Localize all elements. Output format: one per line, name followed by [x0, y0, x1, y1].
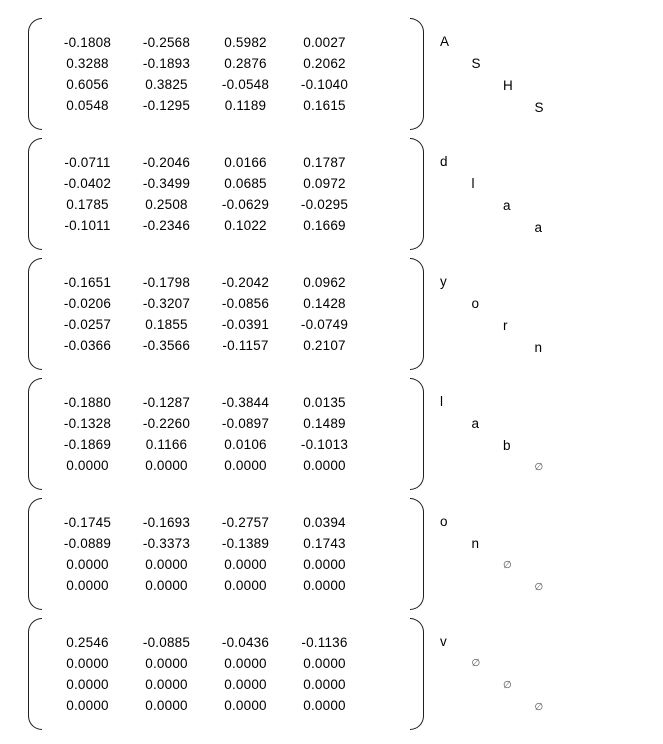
- left-paren-icon: [28, 138, 42, 250]
- matrix-cell: -0.0257: [63, 317, 112, 332]
- pad-symbol: ∅: [471, 658, 481, 669]
- matrix-block-list: [28, 18, 663, 730]
- pad-symbol: ∅: [503, 560, 512, 571]
- matrix-grid: [42, 498, 410, 610]
- token-letter: y: [440, 274, 447, 289]
- left-paren-icon: [28, 378, 42, 490]
- matrix-cell: 0.5982: [224, 35, 267, 50]
- matrix-block: [28, 138, 663, 250]
- matrix-cell: -0.0897: [221, 416, 270, 431]
- matrix-block: [28, 618, 663, 730]
- matrix-cell: 0.0027: [303, 35, 346, 50]
- matrix-cell: -0.1013: [300, 437, 349, 452]
- matrix-cell: 0.1022: [224, 218, 267, 233]
- matrix-grid: [42, 138, 410, 250]
- matrix-cell: 0.0000: [224, 458, 267, 473]
- matrix-cell: -0.1651: [63, 275, 112, 290]
- token-letter: l: [440, 394, 443, 409]
- token-letter: b: [503, 438, 511, 453]
- matrix-cell: -0.0548: [221, 77, 270, 92]
- left-paren-icon: [28, 498, 42, 610]
- right-paren-icon: [410, 138, 424, 250]
- matrix-cell: 0.0135: [303, 395, 346, 410]
- matrix-cell: -0.2260: [142, 416, 191, 431]
- matrix-cell: -0.3207: [142, 296, 191, 311]
- token-letter: a: [503, 198, 511, 213]
- matrix-cell: 0.2107: [303, 338, 346, 353]
- left-paren-icon: [28, 258, 42, 370]
- matrix-block: [28, 498, 663, 610]
- matrix-cell: 0.1189: [224, 98, 267, 113]
- token-letter: A: [440, 34, 450, 49]
- matrix-block: [28, 258, 663, 370]
- matrix-cell: -0.3499: [142, 176, 191, 191]
- matrix-cell: 0.2062: [303, 56, 346, 71]
- matrix-cell: -0.2568: [142, 35, 191, 50]
- matrix-cell: 0.0000: [145, 656, 188, 671]
- token-letter: l: [471, 176, 475, 191]
- token-letter-column: [440, 498, 620, 610]
- matrix-cell: 0.0166: [224, 155, 267, 170]
- matrix-cell: 0.1615: [303, 98, 346, 113]
- matrix-grid: [42, 378, 410, 490]
- matrix-cell: -0.1880: [63, 395, 112, 410]
- matrix-grid: [42, 258, 410, 370]
- pad-symbol: ∅: [534, 462, 544, 473]
- matrix-cell: 0.0000: [303, 656, 346, 671]
- matrix-cell: 0.2508: [145, 197, 188, 212]
- matrix-cell: 0.1785: [66, 197, 109, 212]
- matrix-cell: -0.0391: [221, 317, 270, 332]
- matrix-cell: 0.0000: [66, 656, 109, 671]
- matrix-cell: 0.1489: [303, 416, 346, 431]
- matrix-cell: -0.2046: [142, 155, 191, 170]
- token-letter-column: [440, 18, 620, 130]
- matrix-cell: 0.2546: [66, 635, 109, 650]
- matrix-cell: -0.1893: [142, 56, 191, 71]
- token-letter: a: [534, 220, 543, 235]
- matrix-cell: 0.0000: [66, 578, 109, 593]
- token-letter-column: [440, 378, 620, 490]
- matrix-cell: -0.3566: [142, 338, 191, 353]
- matrix-cell: 0.0548: [66, 98, 109, 113]
- matrix-cell: 0.0000: [224, 677, 267, 692]
- matrix-cell: 0.0394: [303, 515, 346, 530]
- matrix-cell: 0.1855: [145, 317, 188, 332]
- matrix-cell: 0.1428: [303, 296, 346, 311]
- matrix-cell: 0.0000: [303, 578, 346, 593]
- matrix-cell: -0.1295: [142, 98, 191, 113]
- token-letter: n: [471, 536, 480, 551]
- matrix-cell: -0.1869: [63, 437, 112, 452]
- matrix-block: [28, 18, 663, 130]
- right-paren-icon: [410, 18, 424, 130]
- matrix-cell: 0.0972: [303, 176, 346, 191]
- matrix-cell: 0.0000: [303, 677, 346, 692]
- matrix-grid: [42, 618, 410, 730]
- matrix-cell: 0.3288: [66, 56, 109, 71]
- matrix-cell: -0.0889: [63, 536, 112, 551]
- matrix-cell: -0.3373: [142, 536, 191, 551]
- matrix-cell: -0.1808: [63, 35, 112, 50]
- pad-symbol: ∅: [534, 582, 544, 593]
- matrix-cell: 0.0000: [66, 677, 109, 692]
- matrix-cell: -0.1136: [301, 635, 348, 650]
- matrix-cell: -0.0436: [221, 635, 270, 650]
- matrix-cell: 0.0000: [66, 557, 109, 572]
- matrix-cell: 0.0962: [303, 275, 346, 290]
- right-paren-icon: [410, 378, 424, 490]
- matrix-cell: 0.1166: [145, 437, 188, 452]
- matrix-cell: -0.0295: [300, 197, 349, 212]
- right-paren-icon: [410, 498, 424, 610]
- matrix-cell: -0.1287: [142, 395, 191, 410]
- token-letter: a: [471, 416, 480, 431]
- matrix-cell: -0.0402: [63, 176, 112, 191]
- matrix-cell: -0.1328: [63, 416, 112, 431]
- token-letter: S: [534, 100, 544, 115]
- matrix-cell: -0.1693: [142, 515, 191, 530]
- matrix-cell: -0.0711: [64, 155, 111, 170]
- matrix-cell: -0.0856: [221, 296, 270, 311]
- token-letter: n: [534, 340, 543, 355]
- token-letter: H: [503, 78, 513, 93]
- matrix-cell: 0.0000: [145, 557, 188, 572]
- matrix-cell: -0.1011: [64, 218, 111, 233]
- matrix-cell: 0.1743: [303, 536, 346, 551]
- matrix-cell: -0.0885: [142, 635, 191, 650]
- matrix-cell: 0.1669: [303, 218, 346, 233]
- matrix-cell: -0.0206: [63, 296, 112, 311]
- token-letter: o: [471, 296, 480, 311]
- matrix-cell: 0.0106: [224, 437, 267, 452]
- matrix-cell: -0.1040: [300, 77, 349, 92]
- matrix-cell: 0.0000: [145, 698, 188, 713]
- matrix-cell: -0.0366: [63, 338, 112, 353]
- pad-symbol: ∅: [534, 702, 544, 713]
- matrix-cell: 0.0000: [145, 458, 188, 473]
- token-letter: v: [440, 634, 447, 649]
- matrix-block: [28, 378, 663, 490]
- matrix-cell: 0.0000: [303, 698, 346, 713]
- matrix-cell: -0.1157: [222, 338, 269, 353]
- right-paren-icon: [410, 258, 424, 370]
- matrix-cell: -0.2346: [142, 218, 191, 233]
- matrix-cell: -0.1745: [63, 515, 112, 530]
- right-paren-icon: [410, 618, 424, 730]
- matrix-cell: -0.0749: [300, 317, 349, 332]
- matrix-cell: 0.0000: [224, 698, 267, 713]
- matrix-grid: [42, 18, 410, 130]
- matrix-cell: -0.1389: [221, 536, 270, 551]
- left-paren-icon: [28, 18, 42, 130]
- matrix-cell: 0.6056: [66, 77, 109, 92]
- matrix-cell: 0.0000: [303, 557, 346, 572]
- matrix-cell: 0.0000: [66, 458, 109, 473]
- token-letter: d: [440, 154, 448, 169]
- matrix-cell: 0.0000: [66, 698, 109, 713]
- pad-symbol: ∅: [503, 680, 512, 691]
- token-letter-column: [440, 618, 620, 730]
- left-paren-icon: [28, 618, 42, 730]
- token-letter: r: [503, 318, 508, 333]
- matrix-cell: -0.1798: [142, 275, 191, 290]
- token-letter: S: [471, 56, 481, 71]
- matrix-cell: 0.0000: [303, 458, 346, 473]
- matrix-cell: 0.0000: [224, 656, 267, 671]
- matrix-cell: 0.1787: [303, 155, 346, 170]
- matrix-cell: -0.2042: [221, 275, 270, 290]
- matrix-cell: 0.0000: [145, 677, 188, 692]
- token-letter-column: [440, 138, 620, 250]
- matrix-cell: 0.0685: [224, 176, 267, 191]
- matrix-cell: -0.2757: [221, 515, 270, 530]
- matrix-cell: -0.3844: [221, 395, 270, 410]
- token-letter-column: [440, 258, 620, 370]
- matrix-cell: -0.0629: [221, 197, 270, 212]
- matrix-cell: 0.2876: [224, 56, 267, 71]
- matrix-cell: 0.0000: [224, 578, 267, 593]
- matrix-cell: 0.3825: [145, 77, 188, 92]
- matrix-cell: 0.0000: [145, 578, 188, 593]
- token-letter: o: [440, 514, 448, 529]
- matrix-cell: 0.0000: [224, 557, 267, 572]
